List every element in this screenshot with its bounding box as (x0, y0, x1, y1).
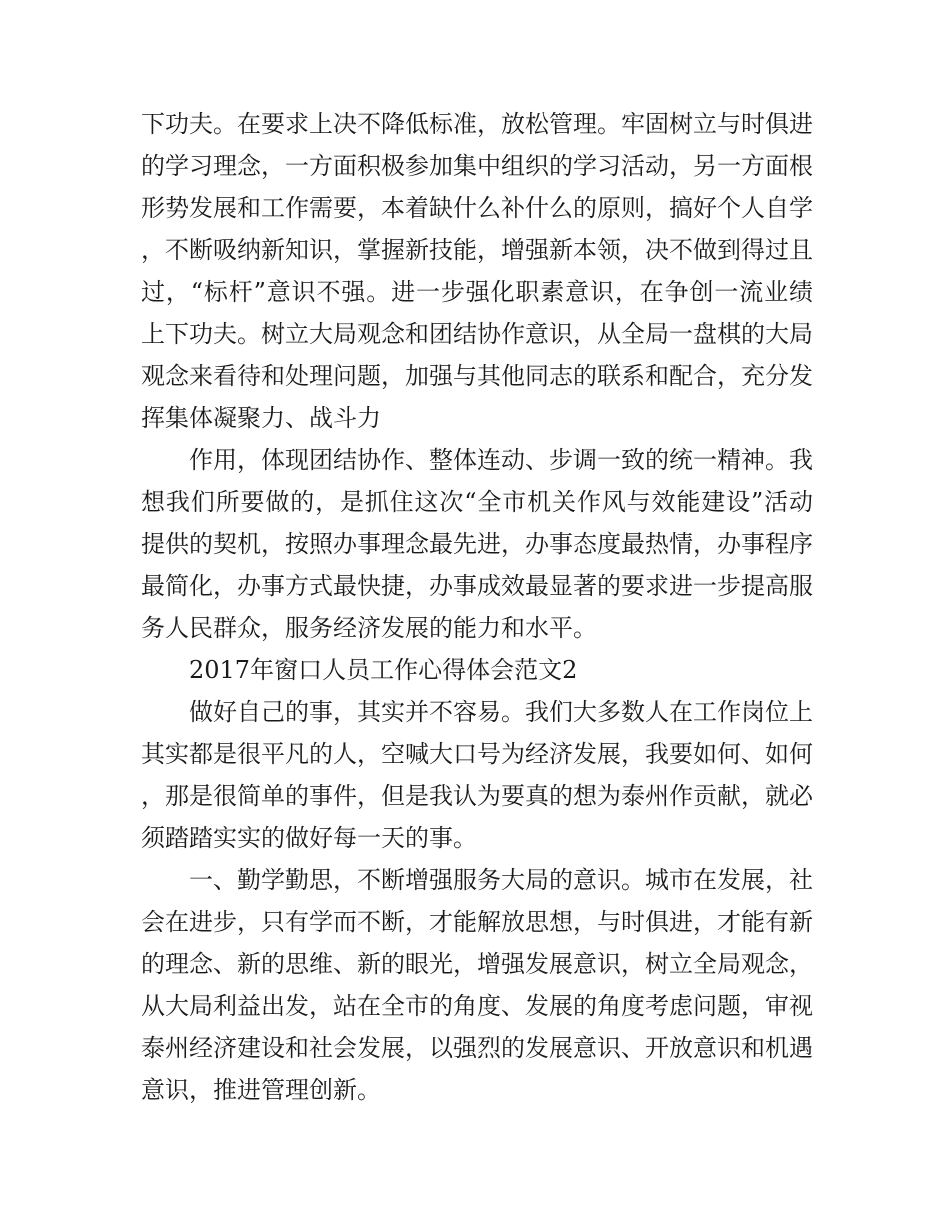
section-heading: 2017年窗口人员工作心得体会范文2 (189, 656, 578, 684)
paragraph-point-one: 一、勤学勤思，不断增强服务大局的意识。城市在发展，社会在进步，只有学而不断，才能解放思想，与时俱进，才能有新的理念、新的思维、新的眼光，增强发展意识，树立全局观念，从大局利益出发，站在全市的角度、发展的角度考虑问题，审视泰州经济建设和社会发展，以强烈的发展意识、开放意识和机遇意识，推进管理创新。 (141, 866, 813, 1104)
paragraph-continuation: 下功夫。在要求上决不降低标准，放松管理。牢固树立与时俱进的学习理念，一方面积极参加集中组织的学习活动，另一方面根形势发展和工作需要，本着缺什么补什么的原则，搞好个人自学，不断吸纳新知识，掌握新技能，增强新本领，决不做到得过且过，“标杆”意识不强。进一步强化职素意识，在争创一流业绩上下功夫。树立大局观念和团结协作意识，从全局一盘棋的大局观念来看待和处理问题，加强与其他同志的联系和配合，充分发挥集体凝聚力、战斗力 (141, 110, 813, 432)
document-body (141, 103, 813, 1111)
paragraph-intro: 做好自己的事，其实并不容易。我们大多数人在工作岗位上其实都是很平凡的人，空喊大口号为经济发展，我要如何、如何，那是很简单的事件，但是我认为要真的想为泰州作贡献，就必须踏踏实实的做好每一天的事。 (141, 698, 813, 852)
paragraph-teamwork: 作用，体现团结协作、整体连动、步调一致的统一精神。我想我们所要做的，是抓住这次“全市机关作风与效能建设”活动提供的契机，按照办事理念最先进，办事态度最热情，办事程序最简化，办事方式最快捷，办事成效最显著的要求进一步提高服务人民群众，服务经济发展的能力和水平。 (141, 446, 813, 642)
